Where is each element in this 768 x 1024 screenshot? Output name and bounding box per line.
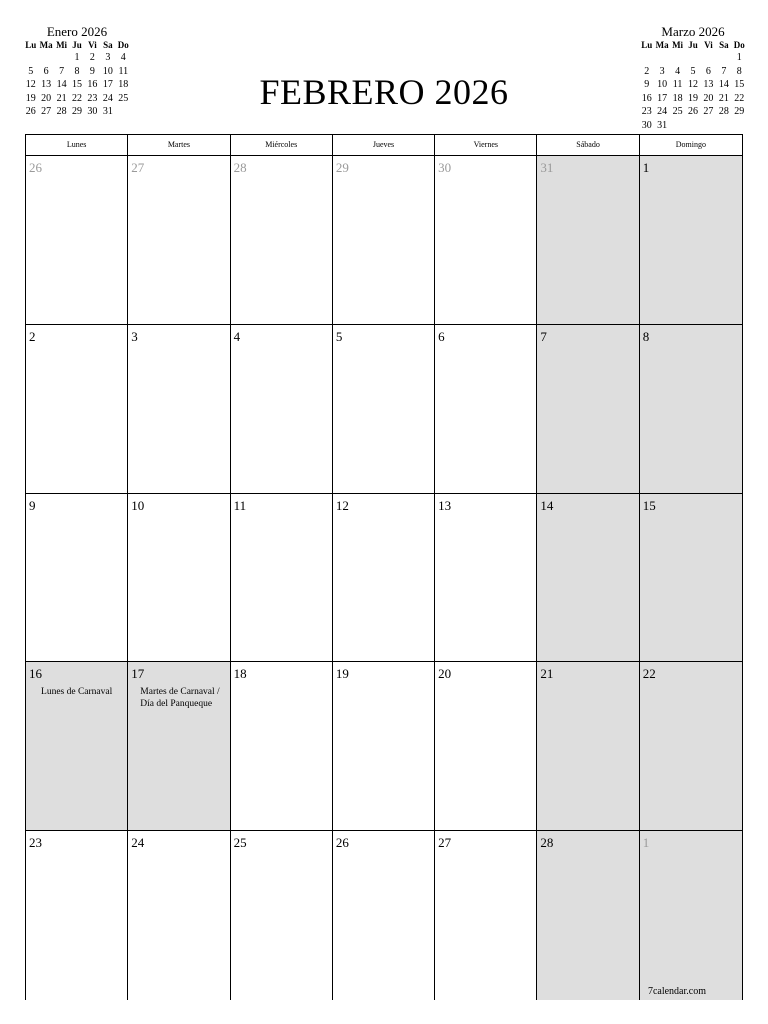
mini-day: 15 xyxy=(71,79,82,91)
day-cell xyxy=(435,831,537,1000)
mini-day: 30 xyxy=(641,119,652,131)
day-cell xyxy=(537,662,639,830)
mini-day: 8 xyxy=(74,65,80,77)
day-cell xyxy=(26,156,128,324)
mini-day: 26 xyxy=(25,106,36,118)
mini-weekday-label: Lu xyxy=(641,40,653,50)
day-number: 26 xyxy=(29,160,42,175)
mini-weekday-label: Do xyxy=(117,40,129,50)
day-cell xyxy=(640,831,742,1000)
day-cell xyxy=(128,325,230,493)
mini-calendar-title: Marzo 2026 xyxy=(661,24,725,39)
mini-day xyxy=(685,51,700,65)
day-number: 14 xyxy=(540,497,554,513)
mini-day: 26 xyxy=(687,106,698,118)
day-number: 29 xyxy=(335,160,349,175)
mini-weekday-label: Lu xyxy=(25,40,37,50)
day-cell xyxy=(128,662,230,830)
day-cell xyxy=(640,325,742,493)
day-cell xyxy=(333,156,435,324)
day-number: 28 xyxy=(233,160,247,175)
mini-day: 21 xyxy=(718,92,729,104)
day-number: 5 xyxy=(335,328,343,344)
day-cell xyxy=(231,662,333,830)
weekday-header: Jueves xyxy=(333,135,435,155)
mini-day: 20 xyxy=(703,92,714,104)
mini-day: 2 xyxy=(644,65,650,77)
mini-day: 6 xyxy=(705,65,711,77)
day-cell xyxy=(128,494,230,662)
day-cell xyxy=(231,831,333,1000)
week-row xyxy=(26,662,742,831)
day-number: 12 xyxy=(335,497,349,513)
mini-day: 18 xyxy=(672,92,683,104)
day-cell xyxy=(640,662,742,830)
day-number: 15 xyxy=(642,497,656,513)
mini-day xyxy=(38,119,53,133)
mini-calendar-title: Enero 2026 xyxy=(46,24,108,39)
weekday-header: Lunes xyxy=(26,135,128,155)
mini-day: 28 xyxy=(56,106,67,118)
day-cell xyxy=(26,325,128,493)
mini-day: 10 xyxy=(102,65,113,77)
day-cell xyxy=(435,325,537,493)
mini-day xyxy=(670,119,685,133)
mini-day: 18 xyxy=(118,79,129,91)
weekday-header: Sábado xyxy=(537,135,639,155)
week-row xyxy=(26,831,742,1000)
mini-day xyxy=(54,119,69,133)
day-number: 1 xyxy=(642,160,650,175)
mini-weekday-label: Ma xyxy=(39,40,53,50)
day-cell xyxy=(333,831,435,1000)
mini-weekday-label: Vi xyxy=(704,40,713,50)
day-number: 6 xyxy=(438,328,445,344)
mini-weekday-label: Sa xyxy=(103,40,113,50)
mini-day: 5 xyxy=(28,65,34,77)
mini-day: 27 xyxy=(41,106,52,118)
day-cell xyxy=(231,494,333,662)
mini-day: 9 xyxy=(89,65,95,77)
mini-day xyxy=(716,51,731,65)
mini-day: 17 xyxy=(102,79,113,91)
day-cell xyxy=(333,662,435,830)
mini-day: 23 xyxy=(641,106,652,118)
day-cell xyxy=(640,494,742,662)
mini-day xyxy=(23,119,38,133)
mini-day: 7 xyxy=(59,65,65,77)
day-number: 1 xyxy=(642,835,650,851)
day-number: 4 xyxy=(233,328,241,344)
holiday-label: Martes de Carnaval / Día del Panqueque xyxy=(140,687,220,710)
day-cell xyxy=(537,831,639,1000)
mini-weekday-label: Ju xyxy=(688,40,698,50)
day-number: 21 xyxy=(540,666,554,682)
mini-day: 19 xyxy=(25,92,36,104)
mini-day: 13 xyxy=(41,79,52,91)
day-number: 18 xyxy=(233,666,247,682)
day-number: 9 xyxy=(29,497,36,513)
day-number: 27 xyxy=(131,160,145,175)
day-cell xyxy=(26,831,128,1000)
day-number: 31 xyxy=(540,160,554,175)
mini-day: 4 xyxy=(675,65,681,77)
day-number: 23 xyxy=(29,835,42,851)
day-number: 22 xyxy=(642,666,656,682)
day-cell xyxy=(435,662,537,830)
weekday-header: Domingo xyxy=(675,140,706,149)
weekday-header-row xyxy=(26,135,742,156)
mini-day: 5 xyxy=(690,65,696,77)
mini-day xyxy=(38,51,53,65)
mini-day: 24 xyxy=(657,106,668,118)
mini-day: 24 xyxy=(102,92,113,104)
mini-day: 25 xyxy=(118,92,129,104)
mini-day: 22 xyxy=(734,92,745,104)
mini-day xyxy=(716,119,731,133)
mini-day xyxy=(685,119,700,133)
mini-day xyxy=(670,51,685,65)
mini-weekday-label: Sa xyxy=(719,40,729,50)
mini-day: 25 xyxy=(672,106,683,118)
mini-day xyxy=(69,119,84,133)
day-number: 13 xyxy=(438,497,452,513)
mini-day: 20 xyxy=(41,92,52,104)
mini-day: 16 xyxy=(641,92,652,104)
mini-calendar-grid xyxy=(639,40,747,133)
day-number: 7 xyxy=(540,328,547,344)
day-cell xyxy=(231,325,333,493)
day-cell xyxy=(435,156,537,324)
day-number: 26 xyxy=(335,835,349,851)
day-cell xyxy=(537,325,639,493)
mini-day xyxy=(639,51,654,65)
mini-weekday-label: Vi xyxy=(88,40,97,50)
mini-day: 1 xyxy=(74,52,80,63)
mini-day xyxy=(701,51,716,65)
mini-day: 28 xyxy=(718,106,729,118)
mini-day xyxy=(54,51,69,65)
mini-day: 23 xyxy=(87,92,98,104)
day-number: 3 xyxy=(131,328,138,344)
mini-weekday-label: Ju xyxy=(72,40,82,50)
day-number: 11 xyxy=(233,497,247,513)
mini-day: 3 xyxy=(659,65,665,77)
mini-weekday-label: Ma xyxy=(655,40,669,50)
mini-day: 8 xyxy=(736,65,742,77)
mini-day: 30 xyxy=(87,106,98,118)
day-number: 8 xyxy=(642,328,650,344)
day-number: 2 xyxy=(29,328,36,344)
mini-day: 13 xyxy=(703,79,714,91)
footer-credit: 7calendar.com xyxy=(647,986,706,997)
day-number: 27 xyxy=(438,835,452,851)
mini-day: 17 xyxy=(657,92,668,104)
week-row xyxy=(26,325,742,494)
mini-day: 27 xyxy=(703,106,714,118)
mini-day: 9 xyxy=(644,79,650,91)
mini-day: 14 xyxy=(718,79,729,91)
mini-day: 6 xyxy=(43,65,49,77)
mini-weekday-label: Do xyxy=(733,40,745,50)
mini-day: 31 xyxy=(102,106,113,118)
day-cell xyxy=(128,831,230,1000)
day-cell xyxy=(26,494,128,662)
mini-day: 11 xyxy=(118,65,129,77)
day-number: 30 xyxy=(438,160,452,175)
mini-day: 1 xyxy=(736,52,742,63)
day-number: 16 xyxy=(29,666,42,682)
mini-day xyxy=(23,51,38,65)
day-cell xyxy=(537,494,639,662)
day-cell xyxy=(640,156,742,324)
mini-day: 7 xyxy=(721,65,727,77)
mini-weekday-label: Mi xyxy=(672,40,684,50)
mini-day: 29 xyxy=(71,106,82,118)
day-cell xyxy=(537,156,639,324)
day-number: 25 xyxy=(233,835,247,851)
mini-day: 10 xyxy=(657,79,668,91)
day-cell xyxy=(26,662,128,830)
mini-day: 14 xyxy=(56,79,67,91)
mini-day: 12 xyxy=(687,79,698,91)
mini-day xyxy=(701,119,716,133)
weekday-header: Martes xyxy=(128,135,230,155)
mini-calendar-next xyxy=(639,24,747,133)
mini-day: 16 xyxy=(87,79,98,91)
mini-day: 29 xyxy=(734,106,745,118)
day-number: 24 xyxy=(131,835,145,851)
day-number: 19 xyxy=(335,666,349,682)
mini-day xyxy=(654,51,669,65)
mini-day xyxy=(732,119,747,133)
mini-day: 15 xyxy=(734,79,745,91)
mini-day: 31 xyxy=(657,119,668,131)
mini-day: 4 xyxy=(120,52,126,63)
mini-weekday-label: Mi xyxy=(56,40,68,50)
day-cell xyxy=(333,325,435,493)
day-cell xyxy=(435,494,537,662)
day-number: 17 xyxy=(131,666,145,682)
mini-day: 22 xyxy=(71,92,82,104)
mini-day: 11 xyxy=(672,79,683,91)
holiday-label: Lunes de Carnaval xyxy=(41,687,113,698)
week-row xyxy=(26,156,742,325)
page-title: FEBRERO 2026 xyxy=(259,72,509,112)
day-number: 10 xyxy=(131,497,145,513)
mini-day: 3 xyxy=(105,52,111,63)
mini-day: 21 xyxy=(56,92,67,104)
weeks-grid xyxy=(26,156,742,1000)
month-calendar xyxy=(25,134,743,1000)
weekday-header: Miércoles xyxy=(231,135,333,155)
week-row xyxy=(26,494,742,663)
day-cell xyxy=(128,156,230,324)
day-cell xyxy=(333,494,435,662)
day-number: 20 xyxy=(438,666,452,682)
day-cell xyxy=(231,156,333,324)
mini-day: 12 xyxy=(25,79,36,91)
weekday-header: Viernes xyxy=(435,135,537,155)
mini-day: 2 xyxy=(89,52,95,63)
mini-day: 19 xyxy=(687,92,698,104)
day-number: 28 xyxy=(540,835,554,851)
